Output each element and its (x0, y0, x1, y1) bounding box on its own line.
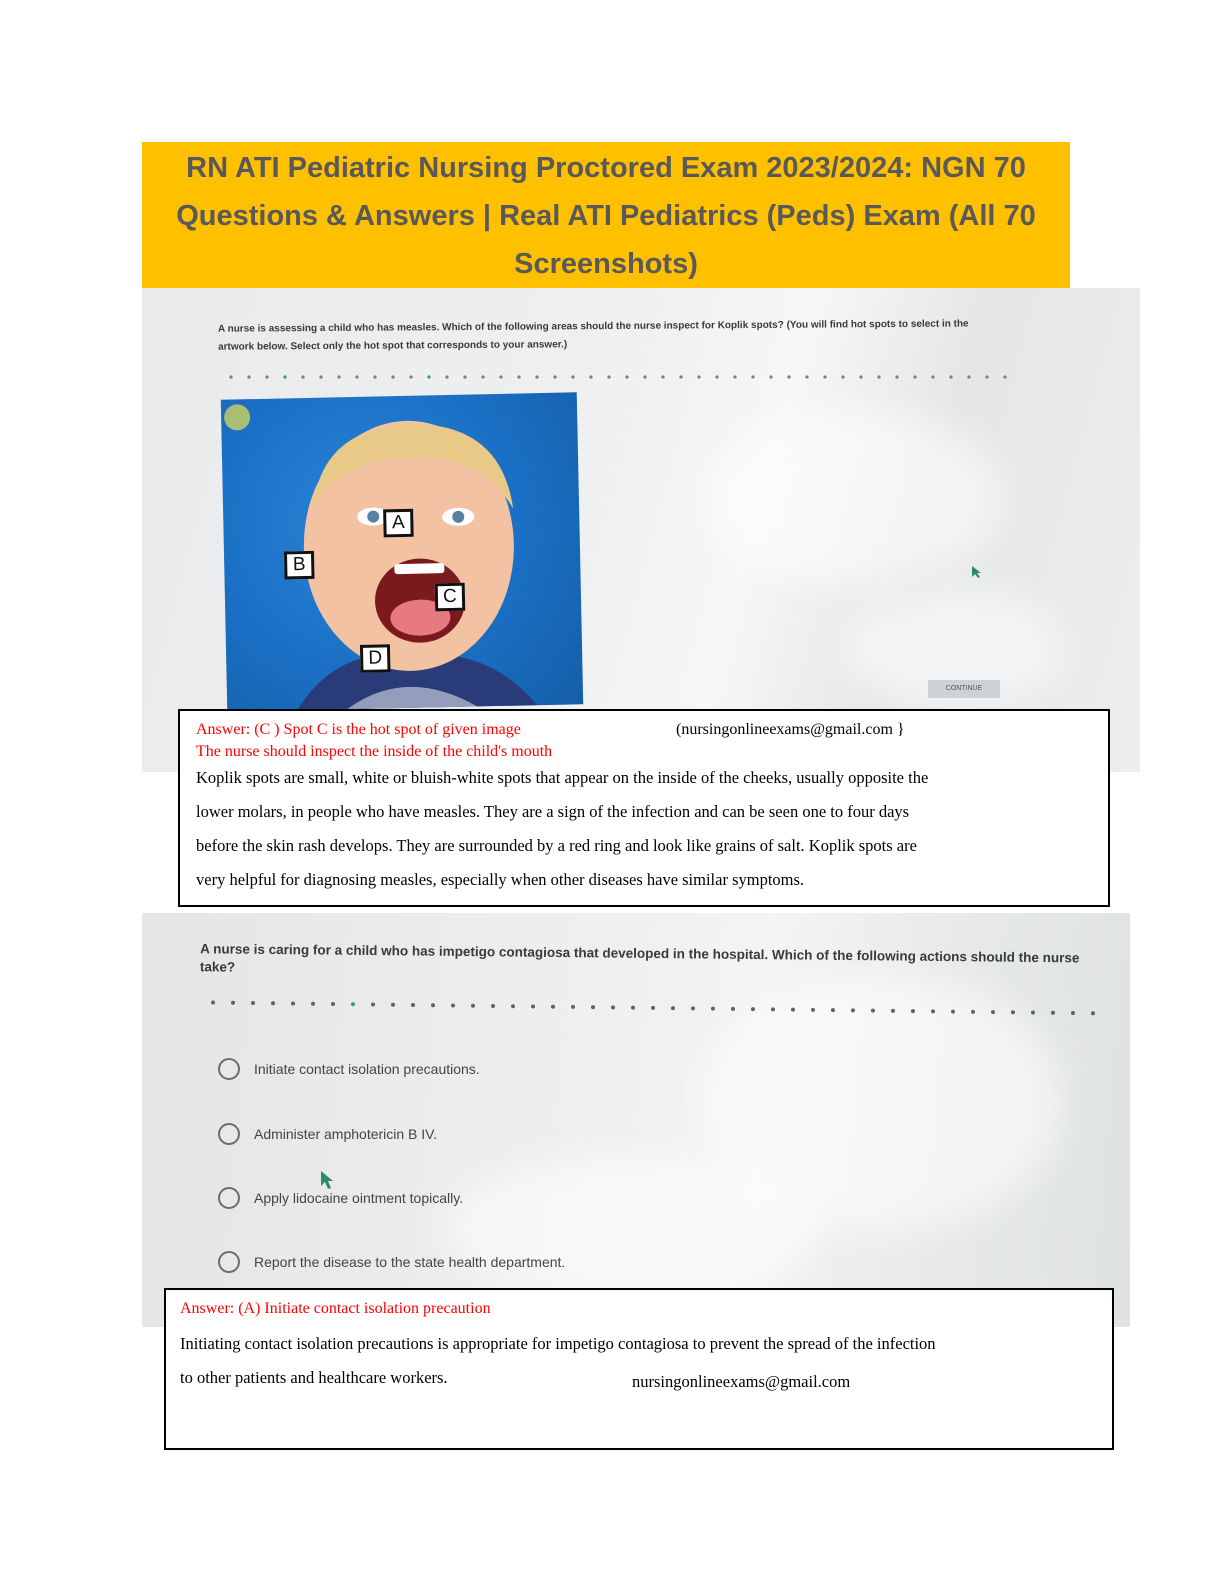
option-c-label: Apply lidocaine ointment topically. (254, 1190, 464, 1206)
option-c[interactable] (218, 1187, 463, 1209)
radio-a[interactable] (218, 1058, 240, 1080)
title-line-1: RN ATI Pediatric Nursing Proctored Exam 2023/2024: NGN 70 (186, 152, 1026, 184)
answer-1-email: (nursingonlineexams@gmail.com } (676, 721, 905, 738)
child-photo-artwork (221, 392, 583, 711)
cursor-icon (320, 1170, 334, 1190)
screenshot-measles-question (142, 288, 1140, 772)
option-b[interactable] (218, 1123, 437, 1145)
option-d-label: Report the disease to the state health department. (254, 1254, 566, 1270)
radio-b[interactable] (218, 1123, 240, 1145)
answer-box-1 (178, 709, 1110, 907)
answer-1-explanation: Koplik spots are small, white or bluish-white spots that appear on the inside of the cheeks, usually opposite the lower molars, in people who have measles. They are a sign of the infection and can be seen one to four days before the skin rash develops. They are surrounded by a red ring and look like grains of salt. Koplik spots are very helpful for diagnosing measles, especially when other diseases have similar symptoms. (196, 768, 929, 889)
question-1-prompt: A nurse is assessing a child who has measles. Which of the following areas should the nurse inspect for Koplik spots? (You will find hot spots to select in the artwork below. Select only the hot spot that corresponds to your answer.) (217, 318, 969, 353)
radio-d[interactable] (218, 1251, 240, 1273)
option-a-label: Initiate contact isolation precautions. (254, 1061, 480, 1077)
title-banner (142, 142, 1070, 288)
hotspot-c[interactable]: C (435, 583, 466, 612)
title-line-2: Questions & Answers | Real ATI Pediatrics (Peds) Exam (All 70 (176, 200, 1036, 232)
radio-c[interactable] (218, 1187, 240, 1209)
hotspot-b[interactable]: B (284, 551, 315, 580)
continue-button[interactable]: CONTINUE (928, 680, 1000, 698)
option-b-label: Administer amphotericin B IV. (254, 1126, 438, 1142)
option-a[interactable] (218, 1058, 480, 1080)
answer-1-subline: The nurse should inspect the inside of the child's mouth (196, 743, 553, 760)
answer-box-2 (164, 1288, 1114, 1450)
title-line-3: Screenshots) (514, 248, 698, 280)
hotspot-a[interactable]: A (383, 509, 414, 538)
progress-dots (228, 374, 1008, 380)
cursor-icon (971, 565, 983, 579)
answer-2-explanation: Initiating contact isolation precautions is appropriate for impetigo contagiosa to prevent the spread of the infection to other patients and healthcare workers. (180, 1334, 936, 1387)
question-2-prompt: A nurse is caring for a child who has impetigo contagiosa that developed in the hospital. Which of the following actions should the nurse take? (199, 941, 1080, 975)
answer-2-line: Answer: (A) Initiate contact isolation precaution (180, 1300, 491, 1317)
option-d[interactable] (218, 1251, 565, 1273)
child-face-illustration (221, 392, 583, 711)
screenshot-impetigo-question (142, 913, 1130, 1327)
answer-1-line: Answer: (C ) Spot C is the hot spot of given image (196, 721, 521, 738)
hotspot-d[interactable]: D (360, 644, 391, 673)
answer-2-email: nursingonlineexams@gmail.com (632, 1372, 851, 1391)
